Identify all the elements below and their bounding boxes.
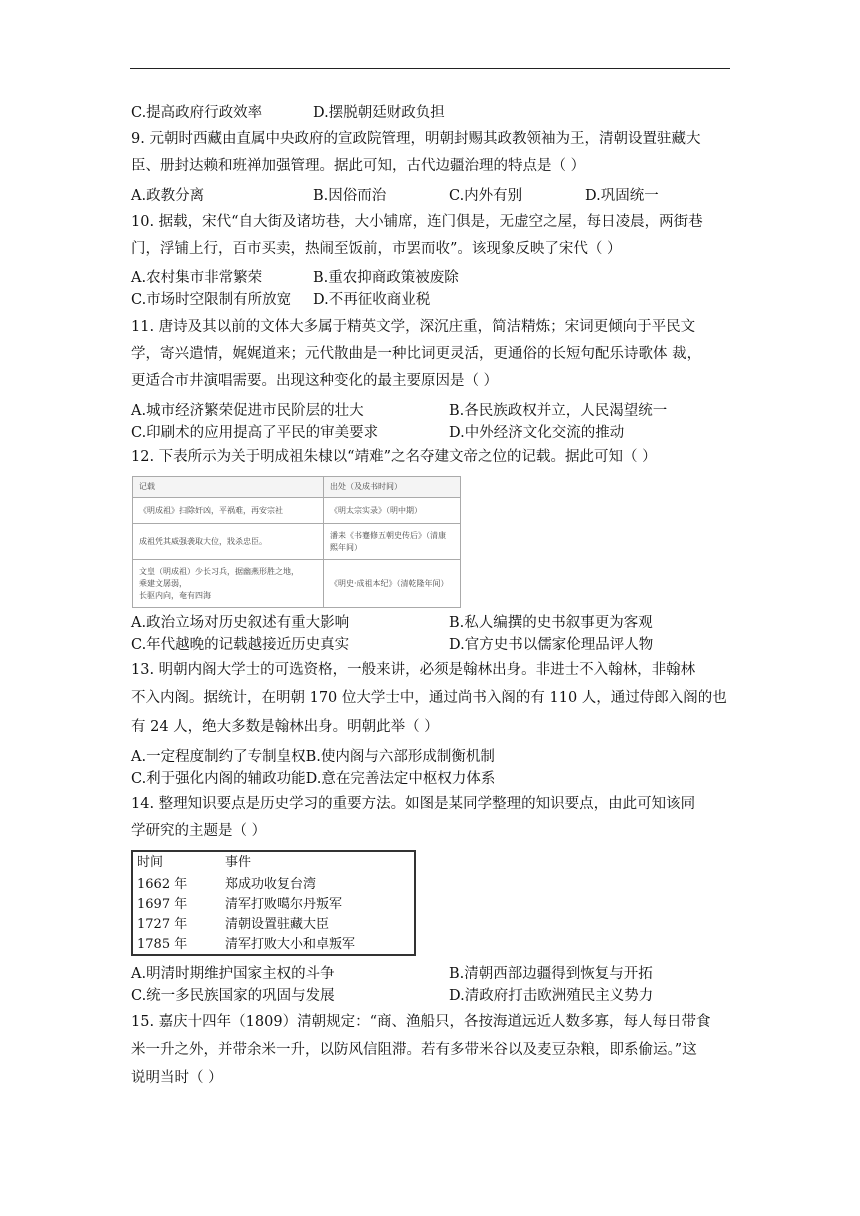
q11-option-c: C.印刷术的应用提高了平民的审美要求 [131, 425, 379, 441]
q12-header-record: 记载 [133, 477, 324, 498]
q12-header-source: 出处（及成书时间） [324, 477, 461, 498]
q14-year-1: 1662 年 [137, 877, 188, 892]
q10-stem-line-1: 10. 据载，宋代“自大街及诸坊巷，大小铺席，连门俱是，无虚空之屋，每日凌晨，两街巷 [131, 214, 703, 230]
q12-source-3 [324, 560, 461, 608]
q12-option-b: B.私人编撰的史书叙事更为客观 [449, 615, 653, 631]
q11-option-d: D.中外经济文化交流的推动 [449, 425, 625, 441]
q13-options-cd: C.利于强化内阁的辅政功能D.意在完善法定中枢权力体系 [131, 771, 496, 787]
table-row [133, 560, 461, 608]
q12-stem: 12. 下表所示为关于明成祖朱棣以“靖难”之名夺建文帝之位的记载。据此可知（ ） [131, 449, 657, 465]
cell-text: 《明史·成祖本纪》（清乾隆年间） [330, 578, 449, 588]
q14-event-4: 清军打败大小和卓叛军 [225, 937, 356, 952]
q14-year-2: 1697 年 [137, 897, 188, 912]
q12-option-a: A.政治立场对历史叙述有重大影响 [131, 615, 350, 631]
q10-option-b: B.重农抑商政策被废除 [313, 270, 459, 286]
q14-year-4: 1785 年 [137, 937, 188, 952]
q9-option-d: D.巩固统一 [585, 188, 659, 204]
q12-option-d: D.官方史书以儒家伦理品评人物 [449, 637, 654, 653]
cell-text: 潘耒《书蹇修五朝史传后》（清康 [330, 530, 446, 540]
cell-text: 《明成祖》扫除奸凶，平祸难，再安宗社 [139, 505, 283, 515]
q15-stem-line-3: 说明当时（ ） [131, 1070, 223, 1086]
cell-text: 熙年间） [330, 542, 362, 552]
q12-record-1 [133, 498, 324, 524]
q14-event-2: 清军打败噶尔丹叛军 [225, 897, 343, 912]
q9-option-b: B.因俗而治 [313, 188, 387, 204]
cell-text: 乘建文孱弱， [139, 578, 187, 588]
q14-option-b: B.清朝西部边疆得到恢复与开拓 [449, 966, 653, 982]
q14-option-a: A.明清时期维护国家主权的斗争 [131, 966, 335, 982]
q11-stem-line-3: 更适合市井演唱需要。出现这种变化的最主要原因是（ ） [131, 373, 499, 389]
q14-option-d: D.清政府打击欧洲殖民主义势力 [449, 988, 654, 1004]
q8-option-d: D.摆脱朝廷财政负担 [313, 105, 445, 121]
q12-record-3 [133, 560, 324, 608]
q12-source-1 [324, 498, 461, 524]
q11-stem-line-1: 11. 唐诗及其以前的文体大多属于精英文学，深沉庄重，简洁精炼；宋词更倾向于平民文 [131, 319, 696, 335]
q14-option-c: C.统一多民族国家的巩固与发展 [131, 988, 335, 1004]
q9-stem-line-2: 臣、册封达赖和班禅加强管理。据此可知，古代边疆治理的特点是（ ） [131, 158, 586, 174]
q13-stem-line-2: 不入内阁。据统计，在明朝 170 位大学士中，通过尚书入阁的有 110 人，通过侍郎入阁的也 [131, 690, 727, 706]
cell-text: 成祖凭其威强袭取大位，戕杀忠臣。 [139, 536, 267, 546]
q9-option-c: C.内外有别 [449, 188, 523, 204]
q9-stem-line-1: 9. 元朝时西藏由直属中央政府的宣政院管理，明朝封赐其政教领袖为王，清朝设置驻藏大 [131, 131, 701, 147]
q13-stem-line-1: 13. 明朝内阁大学士的可选资格，一般来讲，必须是翰林出身。非进士不入翰林，非翰林 [131, 662, 696, 678]
cell-text: 文皇（明成祖）少长习兵，据幽燕形胜之地， [139, 566, 299, 576]
q14-year-3: 1727 年 [137, 917, 188, 932]
q12-option-c: C.年代越晚的记载越接近历史真实 [131, 637, 350, 653]
q14-header-time: 时间 [137, 855, 164, 870]
q14-knowledge-table [131, 850, 416, 956]
q14-event-1: 郑成功收复台湾 [225, 877, 317, 892]
q14-stem-line-1: 14. 整理知识要点是历史学习的重要方法。如图是某同学整理的知识要点，由此可知该同 [131, 796, 696, 812]
q10-option-a: A.农村集市非常繁荣 [131, 270, 263, 286]
q15-stem-line-2: 米一升之外，并带余米一升，以防风信阻滞。若有多带米谷以及麦豆杂粮，即系偷运。”这 [131, 1042, 697, 1058]
table-row [133, 498, 461, 524]
q11-option-b: B.各民族政权并立，人民渴望统一 [449, 403, 668, 419]
q9-option-a: A.政教分离 [131, 188, 205, 204]
cell-text: 《明太宗实录》（明中期） [330, 505, 422, 515]
header-rule [130, 68, 730, 69]
q11-option-a: A.城市经济繁荣促进市民阶层的壮大 [131, 403, 364, 419]
q13-stem-line-3: 有 24 人，绝大多数是翰林出身。明朝此举（ ） [131, 719, 439, 735]
q14-event-3: 清朝设置驻藏大臣 [225, 917, 330, 932]
q12-source-2 [324, 524, 461, 560]
q11-stem-line-2: 学，寄兴遣情，娓娓道来；元代散曲是一种比词更灵活，更通俗的长短句配乐诗歌体 裁， [131, 346, 702, 362]
q13-options-ab: A.一定程度制约了专制皇权B.使内阁与六部形成制衡机制 [131, 749, 495, 765]
q12-records-table [132, 476, 461, 608]
q15-stem-line-1: 15. 嘉庆十四年（1809）清朝规定：“商、渔船只，各按海道远近人数多寡，每人每日带食 [131, 1014, 711, 1030]
q14-stem-line-2: 学研究的主题是（ ） [131, 823, 267, 839]
q8-option-c: C.提高政府行政效率 [131, 105, 263, 121]
q10-option-c: C.市场时空限制有所放宽 [131, 292, 292, 308]
q10-stem-line-2: 门，浮铺上行，百市买卖，热闹至饭前，市罢而收”。该现象反映了宋代（ ） [131, 241, 622, 257]
q10-option-d: D.不再征收商业税 [313, 292, 431, 308]
table-row [133, 524, 461, 560]
cell-text: 长驱内向，奄有四海 [139, 590, 211, 600]
q12-table-header-row [133, 477, 461, 498]
q12-record-2 [133, 524, 324, 560]
q14-header-event: 事件 [225, 855, 252, 870]
